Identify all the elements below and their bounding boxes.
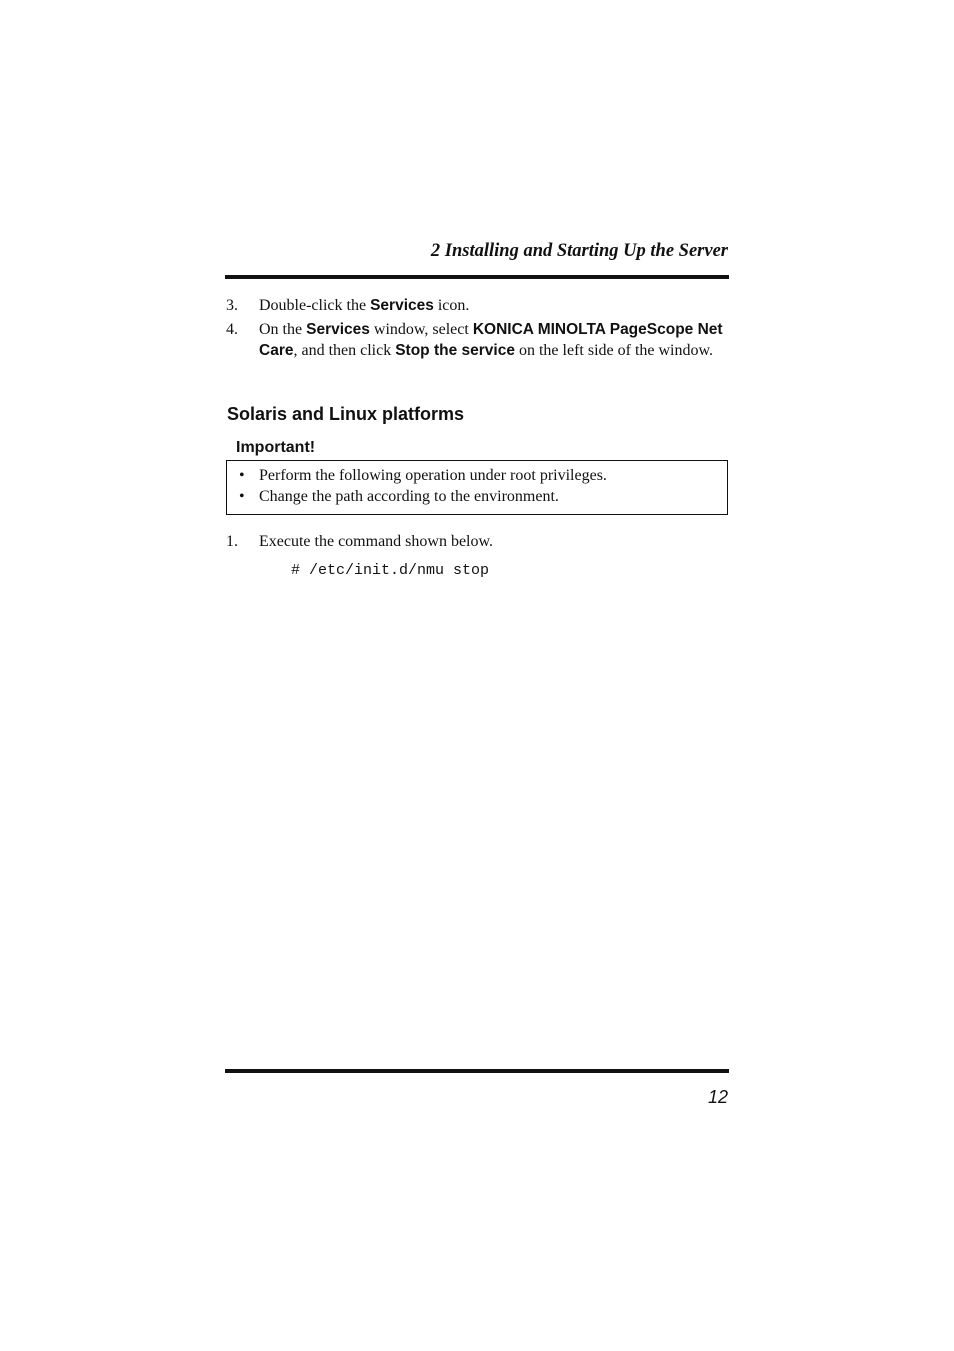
bullet-text: Change the path according to the environment.: [259, 488, 559, 505]
step-number: 3.: [226, 297, 238, 314]
ui-term: Services: [370, 297, 434, 314]
bullet-icon: •: [239, 488, 245, 505]
header-rule: [225, 275, 729, 279]
steps-list: [226, 532, 726, 553]
important-label: Important!: [236, 439, 316, 456]
bullet-item: [239, 465, 607, 486]
important-box: [226, 460, 728, 515]
bullet-icon: •: [239, 467, 245, 484]
important-bullets: [239, 465, 607, 507]
ui-term: KONICA MINOLTA PageScope Net Care: [259, 321, 723, 359]
step-item: [226, 296, 726, 317]
ui-term: Stop the service: [395, 341, 515, 359]
step-text: Execute the command shown below.: [259, 533, 494, 550]
text-run: on the left side of the window.: [514, 341, 713, 359]
command-line: # /etc/init.d/nmu stop: [291, 562, 490, 579]
steps-list: [226, 296, 726, 361]
step-item: [226, 320, 726, 361]
text-run: , and then click: [293, 341, 396, 359]
step-item: [226, 532, 726, 553]
chapter-header: 2 Installing and Starting Up the Server: [430, 241, 728, 261]
text-run: window, select: [369, 321, 473, 338]
bullet-text: Perform the following operation under root privileges.: [259, 467, 607, 484]
step-number: 4.: [226, 321, 238, 338]
section-heading: Solaris and Linux platforms: [227, 404, 465, 424]
text-run: Double-click the: [259, 297, 371, 314]
text-run: icon.: [433, 297, 470, 314]
page-number: 12: [707, 1087, 728, 1107]
text-run: On the: [259, 321, 307, 338]
step-text: [259, 320, 726, 361]
step-text: [259, 296, 726, 317]
bullet-item: [239, 486, 607, 507]
footer-rule: [225, 1069, 729, 1073]
step-number: 1.: [226, 533, 238, 550]
ui-term: Services: [306, 321, 370, 338]
